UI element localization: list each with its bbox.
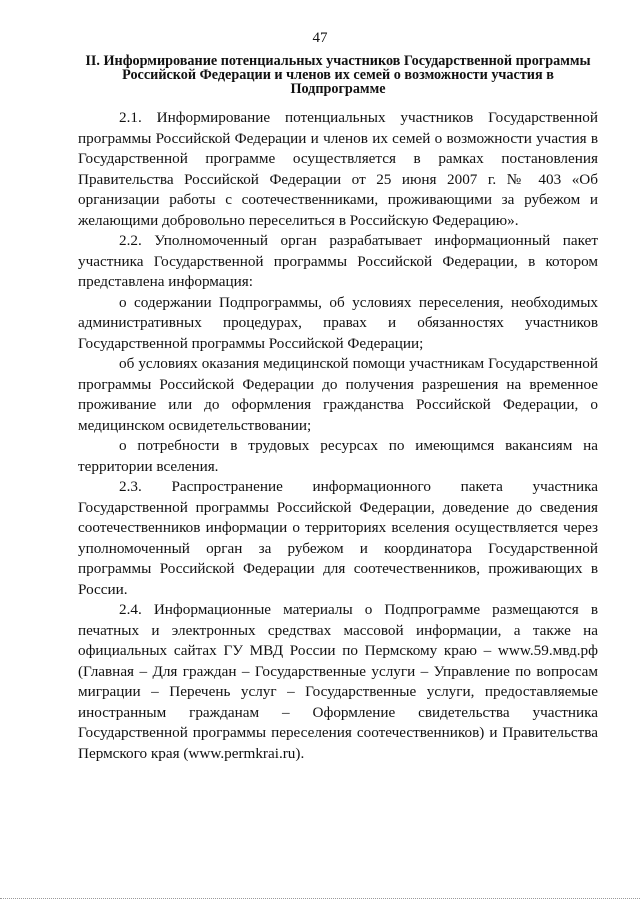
paragraph-2-4: 2.4. Информационные материалы о Подпрограмме размещаются в печатных и электронных средствах массовой информации, а также на официальных сайтах ГУ МВД России по Пермскому краю – www.59.мвд.рф (Главная – Для граждан – Государственные услуги – Управление по вопросам миграции – Перечень услуг – Государственные услуги, предоставляемые иностранным гражданам – Оформление свидетельства участника Государственной программы переселения соотечественников) и Правительства Пермского края (www.permkrai.ru). <box>78 601 598 762</box>
paragraph-2-1: 2.1. Информирование потенциальных участников Государственной программы Российской Федерации и членов их семей о возможности участия в Государственной программе осуществляется в рамках постановления Правительства Российской Федерации от 25 июня 2007 г. № 403 «Об организации работы с соотечественниками, проживающими за рубежом и желающими добровольно переселиться в Российскую Федерацию». <box>78 109 598 229</box>
document-body <box>78 108 598 764</box>
list-item-content: о содержании Подпрограммы, об условиях переселения, необходимых административных процедурах, правах и обязанностях участников Государственной программы Российской Федерации; <box>78 293 598 352</box>
page-number: 47 <box>312 30 328 46</box>
paragraph-2-3: 2.3. Распространение информационного пакета участника Государственной программы Российской Федерации, доведение до сведения соотечественников информации о территориях вселения осуществляется через уполномоченный орган за рубежом и координатора Государственной программы Российской Федерации для соотечественников, проживающих в России. <box>78 478 598 598</box>
list-item-medical: об условиях оказания медицинской помощи участникам Государственной программы Российской Федерации до получения разрешения на временное проживание или до оформления гражданства Российской Федерации, о медицинском освидетельствовании; <box>78 355 598 434</box>
list-item-labor: о потребности в трудовых ресурсах по имеющимся вакансиям на территории вселения. <box>78 437 598 475</box>
paragraph-2-2: 2.2. Уполномоченный орган разрабатывает информационный пакет участника Государственной программы Российской Федерации, в котором представлена информация: <box>78 232 598 290</box>
scan-bottom-edge <box>0 898 640 899</box>
section-heading: II. Информирование потенциальных участников Государственной программы Российской Федерации и членов их семей о возможности участия в Подпрограмме <box>85 53 591 97</box>
